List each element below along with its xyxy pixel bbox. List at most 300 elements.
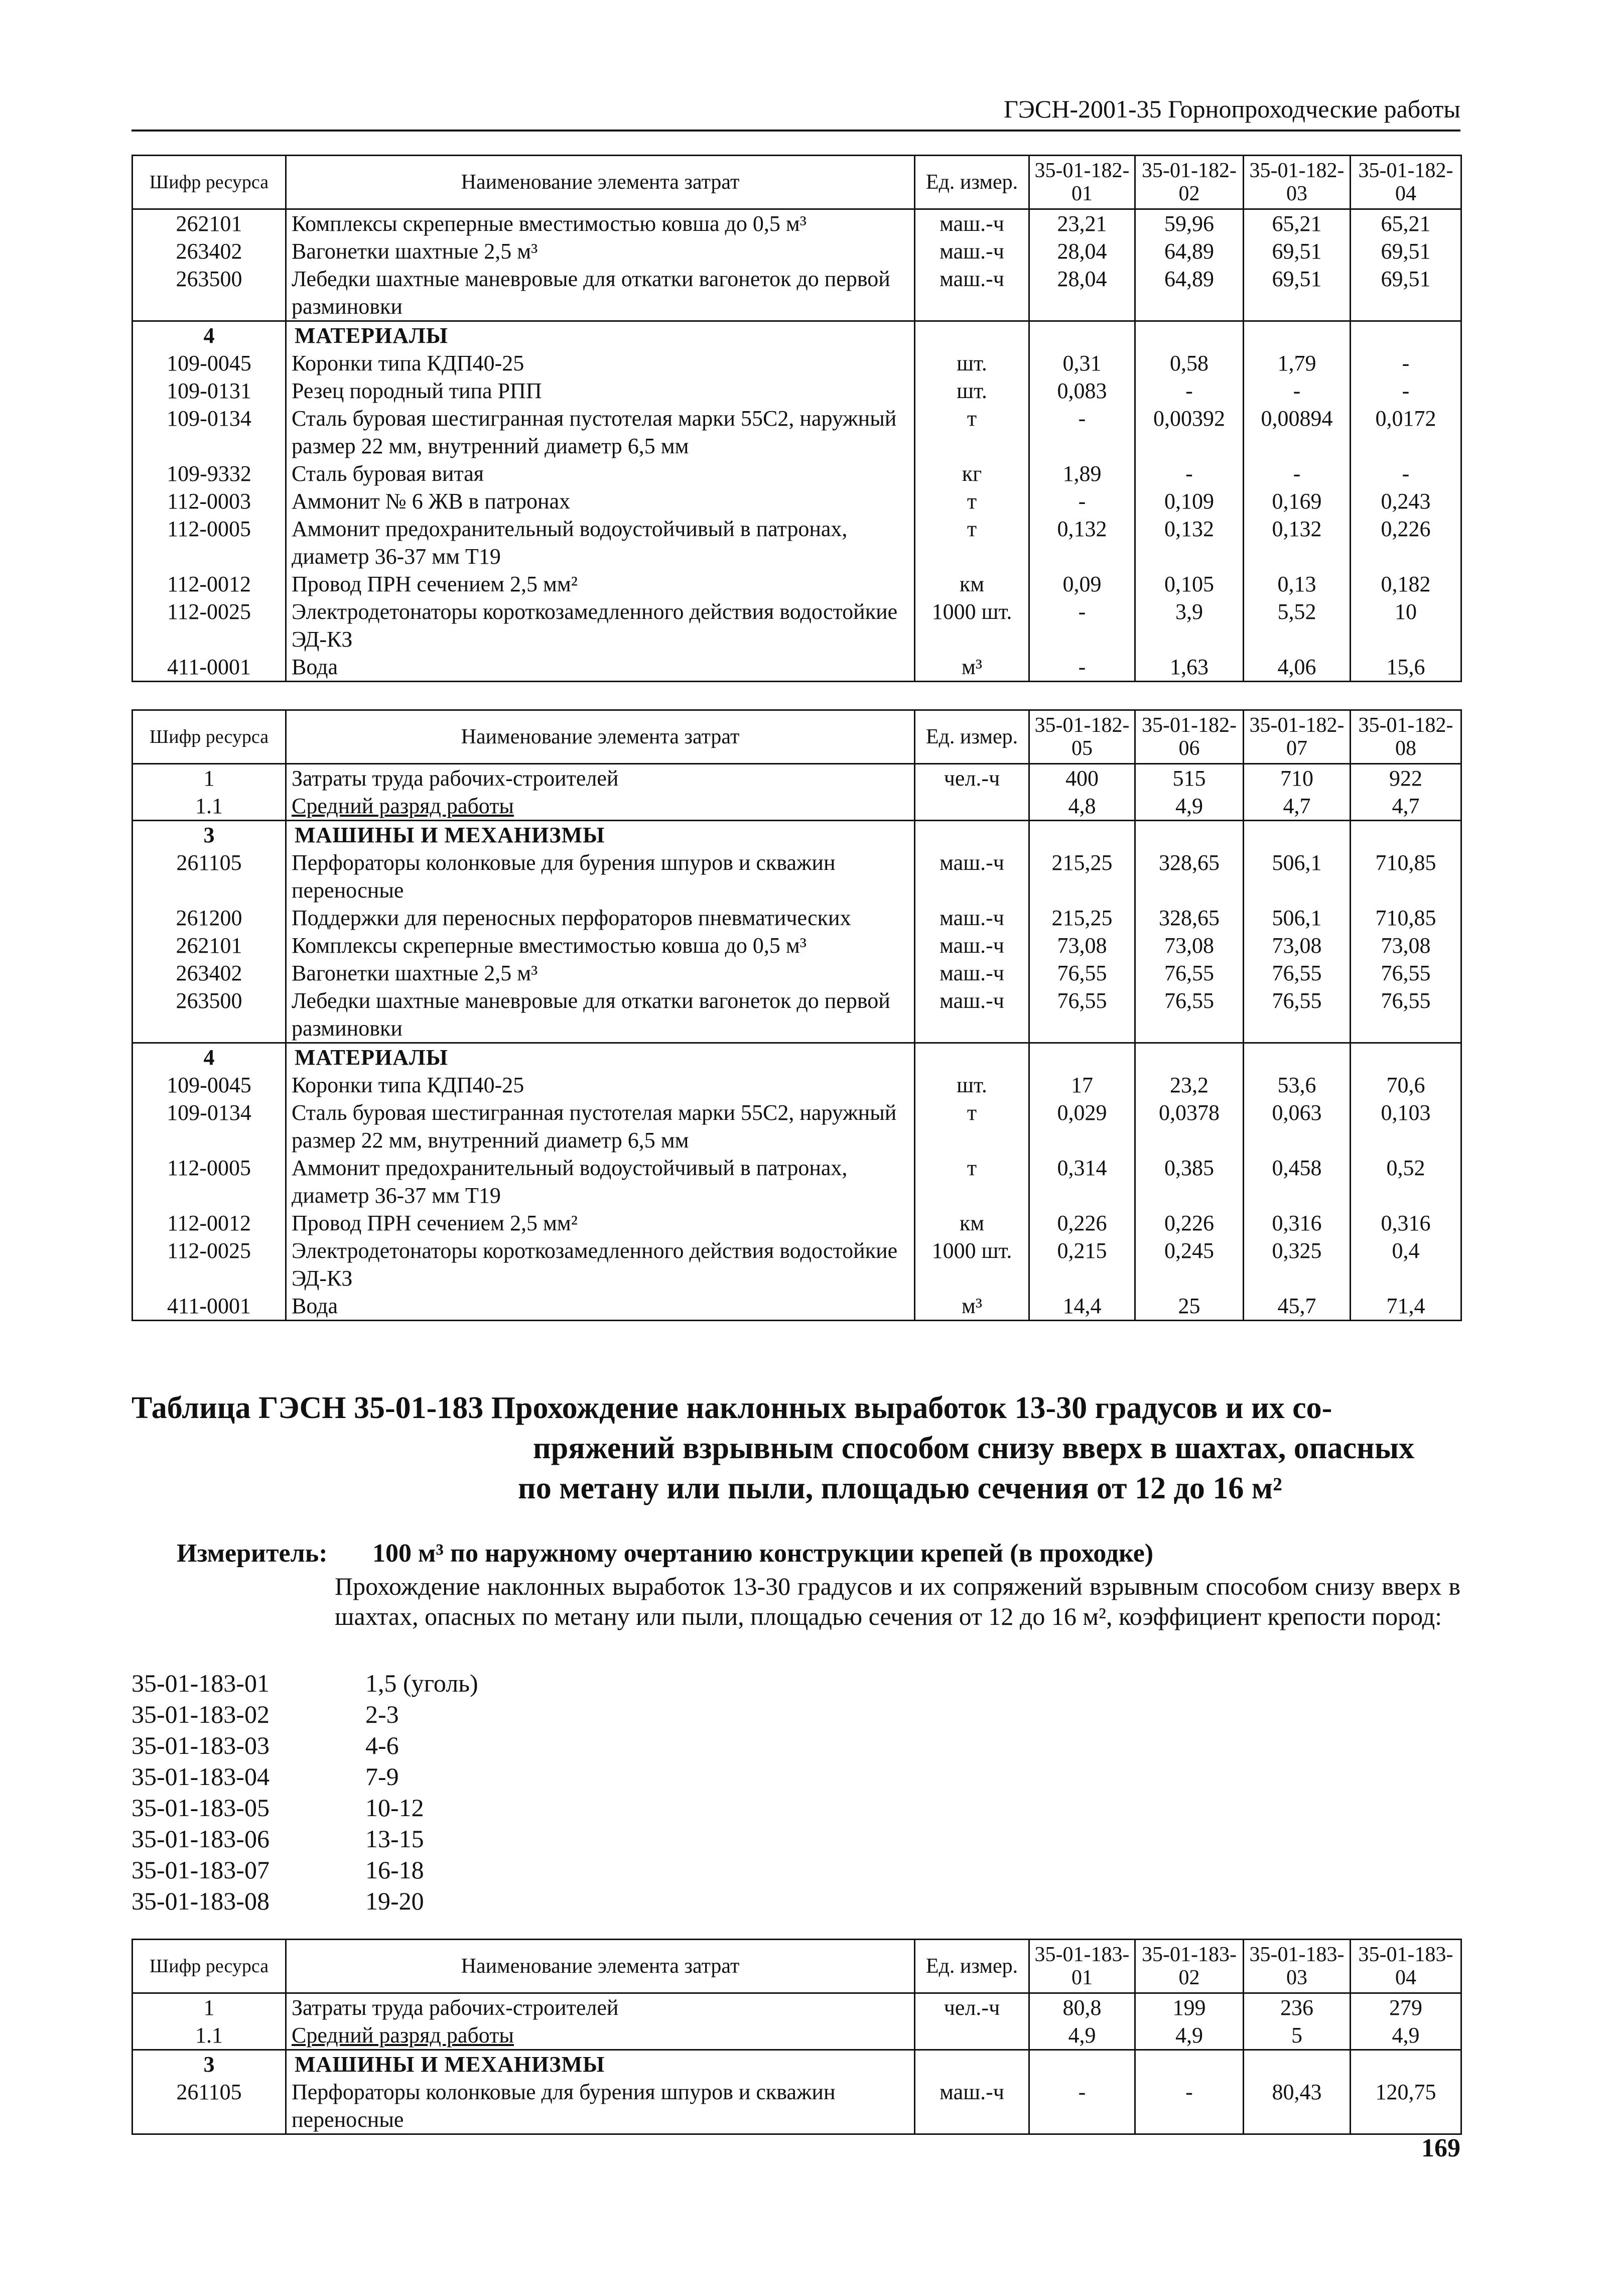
norm-value: 1,89	[1029, 460, 1135, 487]
norm-value: 28,04	[1029, 237, 1135, 265]
table-row	[132, 849, 1461, 904]
table-row	[132, 1099, 1461, 1154]
norm-value: 0,215	[1029, 1237, 1135, 1292]
norm-value: 73,08	[1029, 932, 1135, 959]
norm-code-list	[131, 1668, 478, 1917]
norm-value: 0,52	[1351, 1154, 1461, 1209]
table-header-row	[132, 156, 1461, 209]
norm-value: 4,8	[1029, 792, 1135, 821]
norm-value: 23,2	[1135, 1071, 1244, 1099]
norm-value	[1029, 821, 1135, 849]
norm-value: 328,65	[1135, 849, 1244, 904]
norm-value: 4,9	[1135, 792, 1244, 821]
norm-value: 76,55	[1351, 959, 1461, 987]
column-header-unit: Ед. измер.	[915, 710, 1029, 764]
norm-value: 0,109	[1135, 487, 1244, 515]
resource-name: Коронки типа КДП40-25	[286, 349, 915, 377]
norm-value: 199	[1135, 1993, 1244, 2022]
norm-value: 80,8	[1029, 1993, 1135, 2022]
resource-code: 112-0012	[132, 570, 286, 598]
norm-value: 0,13	[1244, 570, 1351, 598]
norm-value: 400	[1029, 764, 1135, 793]
table-row	[132, 987, 1461, 1043]
norm-code-row	[131, 1699, 478, 1730]
norm-value: -	[1351, 460, 1461, 487]
resource-name: Коронки типа КДП40-25	[286, 1071, 915, 1099]
table-row	[132, 570, 1461, 598]
unit-of-measure: маш.-ч	[915, 2078, 1029, 2134]
column-header-norm: 35-01-182-01	[1029, 156, 1135, 209]
resource-code: 109-0045	[132, 349, 286, 377]
table-row	[132, 405, 1461, 460]
norm-value: 120,75	[1351, 2078, 1461, 2134]
rock-hardness-coefficient: 16-18	[365, 1856, 424, 1884]
norm-code: 35-01-183-02	[131, 1700, 270, 1728]
norm-value: 65,21	[1351, 209, 1461, 238]
resource-code: 112-0025	[132, 1237, 286, 1292]
resource-code: 109-0045	[132, 1071, 286, 1099]
resource-code: 261105	[132, 2078, 286, 2134]
column-header-code: Шифр ресурса	[132, 710, 286, 764]
norm-value	[1351, 321, 1461, 350]
column-header-norm: 35-01-182-04	[1351, 156, 1461, 209]
unit-of-measure	[915, 792, 1029, 821]
resource-name: Затраты труда рабочих-строителей	[286, 1993, 915, 2022]
table-row	[132, 792, 1461, 821]
unit-of-measure: 1000 шт.	[915, 1237, 1029, 1292]
resource-name: Средний разряд работы	[286, 792, 915, 821]
norm-value: -	[1135, 460, 1244, 487]
table-body	[132, 209, 1461, 682]
norm-value: 0,09	[1029, 570, 1135, 598]
column-header-norm: 35-01-183-04	[1351, 1940, 1461, 1993]
unit-of-measure: маш.-ч	[915, 849, 1029, 904]
header-rule	[131, 130, 1460, 132]
resource-code: 3	[132, 2050, 286, 2079]
unit-of-measure: чел.-ч	[915, 764, 1029, 793]
norm-value: 5	[1244, 2021, 1351, 2050]
norm-value: 279	[1351, 1993, 1461, 2022]
table-title-line: пряжений взрывным способом снизу вверх в шахтах, опасных	[533, 1431, 1415, 1465]
resource-code: 109-0134	[132, 1099, 286, 1154]
section-heading: МАТЕРИАЛЫ	[286, 1043, 915, 1072]
resource-name: Электродетонаторы короткозамедленного действия водостойкие ЭД-КЗ	[286, 598, 915, 653]
unit-of-measure	[915, 2050, 1029, 2079]
resource-code: 3	[132, 821, 286, 849]
resource-name: Вода	[286, 1292, 915, 1321]
norm-value	[1135, 321, 1244, 350]
resource-name: Вагонетки шахтные 2,5 м³	[286, 959, 915, 987]
table-row	[132, 377, 1461, 405]
resource-name: Аммонит предохранительный водоустойчивый в патронах, диаметр 36-37 мм Т19	[286, 515, 915, 570]
table-section-row	[132, 2050, 1461, 2079]
resource-name: Вода	[286, 653, 915, 682]
table-title-line: Таблица ГЭСН 35-01-183 Прохождение наклонных выработок 13-30 градусов и их со-	[131, 1391, 1332, 1425]
norm-value: 23,21	[1029, 209, 1135, 238]
norm-value: 69,51	[1244, 265, 1351, 321]
unit-of-measure: м³	[915, 1292, 1029, 1321]
work-description: Прохождение наклонных выработок 13-30 градусов и их сопряжений взрывным способом снизу вверх в шахтах, опасных по метану или пыли, площадью сечения от 12 до 16 м², коэффициент крепости пород:	[335, 1572, 1460, 1630]
norm-value: 215,25	[1029, 849, 1135, 904]
norm-value: 76,55	[1135, 959, 1244, 987]
norm-value: 73,08	[1135, 932, 1244, 959]
norm-value: 4,9	[1029, 2021, 1135, 2050]
resource-code: 109-0134	[132, 405, 286, 460]
norm-value: -	[1351, 349, 1461, 377]
resource-code: 262101	[132, 209, 286, 238]
norm-value: -	[1135, 377, 1244, 405]
norm-value: 710	[1244, 764, 1351, 793]
norm-value: -	[1029, 653, 1135, 682]
unit-of-measure	[915, 1043, 1029, 1072]
norm-value	[1244, 1043, 1351, 1072]
norm-value: 45,7	[1244, 1292, 1351, 1321]
resource-name: Поддержки для переносных перфораторов пневматических	[286, 904, 915, 932]
unit-of-measure: маш.-ч	[915, 904, 1029, 932]
unit-of-measure: чел.-ч	[915, 1993, 1029, 2022]
norm-value: 25	[1135, 1292, 1244, 1321]
norm-value: -	[1244, 377, 1351, 405]
table-section-row	[132, 821, 1461, 849]
norm-value: 4,06	[1244, 653, 1351, 682]
column-header-code: Шифр ресурса	[132, 156, 286, 209]
norm-value: 76,55	[1135, 987, 1244, 1043]
norm-value: 4,9	[1135, 2021, 1244, 2050]
resource-code: 263402	[132, 237, 286, 265]
norm-value: 0,0172	[1351, 405, 1461, 460]
norm-value: 0,00894	[1244, 405, 1351, 460]
resource-name: Лебедки шахтные маневровые для откатки вагонеток до первой разминовки	[286, 265, 915, 321]
resource-code: 263500	[132, 265, 286, 321]
norm-value: 1,79	[1244, 349, 1351, 377]
table-row	[132, 265, 1461, 321]
rock-hardness-coefficient: 13-15	[365, 1825, 424, 1853]
section-heading: МАШИНЫ И МЕХАНИЗМЫ	[286, 821, 915, 849]
norm-value: 80,43	[1244, 2078, 1351, 2134]
norm-value: -	[1029, 598, 1135, 653]
resource-code: 112-0005	[132, 515, 286, 570]
norm-value: -	[1029, 2078, 1135, 2134]
resource-code: 411-0001	[132, 1292, 286, 1321]
table-row	[132, 764, 1461, 793]
unit-of-measure: т	[915, 515, 1029, 570]
norm-value: 17	[1029, 1071, 1135, 1099]
resource-code: 112-0025	[132, 598, 286, 653]
resource-name: Резец породный типа РПП	[286, 377, 915, 405]
resource-name: Вагонетки шахтные 2,5 м³	[286, 237, 915, 265]
norm-value: -	[1029, 405, 1135, 460]
norm-value: 0,316	[1351, 1209, 1461, 1237]
table-row	[132, 932, 1461, 959]
page-number: 169	[1421, 2134, 1460, 2162]
resource-name: Перфораторы колонковые для бурения шпуров и скважин переносные	[286, 2078, 915, 2134]
column-header-norm: 35-01-182-06	[1135, 710, 1244, 764]
column-header-norm: 35-01-182-03	[1244, 156, 1351, 209]
resource-code: 263402	[132, 959, 286, 987]
norm-value: 0,325	[1244, 1237, 1351, 1292]
norm-value: 15,6	[1351, 653, 1461, 682]
norm-value: 76,55	[1244, 987, 1351, 1043]
norm-value: 4,9	[1351, 2021, 1461, 2050]
norm-value	[1029, 1043, 1135, 1072]
table-row	[132, 1993, 1461, 2022]
table-body	[132, 764, 1461, 1321]
table-row	[132, 1071, 1461, 1099]
resource-name: Лебедки шахтные маневровые для откатки вагонеток до первой разминовки	[286, 987, 915, 1043]
norm-value: 0,103	[1351, 1099, 1461, 1154]
table-header-row	[132, 710, 1461, 764]
norm-value	[1135, 2050, 1244, 2079]
column-header-norm: 35-01-182-07	[1244, 710, 1351, 764]
unit-of-measure: маш.-ч	[915, 265, 1029, 321]
column-header-unit: Ед. измер.	[915, 156, 1029, 209]
resource-name: Сталь буровая шестигранная пустотелая марки 55С2, наружный размер 22 мм, внутренний диаметр 6,5 мм	[286, 405, 915, 460]
norm-value: 0,105	[1135, 570, 1244, 598]
norm-value: -	[1351, 377, 1461, 405]
norm-value	[1029, 321, 1135, 350]
unit-of-measure: т	[915, 405, 1029, 460]
table-header-row	[132, 1940, 1461, 1993]
norm-value: 59,96	[1135, 209, 1244, 238]
table-row	[132, 598, 1461, 653]
resource-name: Сталь буровая шестигранная пустотелая марки 55С2, наружный размер 22 мм, внутренний диаметр 6,5 мм	[286, 1099, 915, 1154]
norm-value: 71,4	[1351, 1292, 1461, 1321]
resource-code: 411-0001	[132, 653, 286, 682]
unit-of-measure: т	[915, 1154, 1029, 1209]
resource-name: Комплексы скреперные вместимостью ковша до 0,5 м³	[286, 209, 915, 238]
resource-name: Сталь буровая витая	[286, 460, 915, 487]
table-title-line: по метану или пыли, площадью сечения от 12 до 16 м²	[518, 1471, 1282, 1505]
norm-value	[1029, 2050, 1135, 2079]
norm-value: 236	[1244, 1993, 1351, 2022]
norm-value: 0,132	[1244, 515, 1351, 570]
norm-value: 73,08	[1351, 932, 1461, 959]
section-heading: МАТЕРИАЛЫ	[286, 321, 915, 350]
norm-value: 710,85	[1351, 904, 1461, 932]
column-header-norm: 35-01-182-08	[1351, 710, 1461, 764]
rock-hardness-coefficient: 4-6	[365, 1731, 399, 1759]
norm-value: 0,083	[1029, 377, 1135, 405]
norm-value: 69,51	[1244, 237, 1351, 265]
norm-value: 76,55	[1351, 987, 1461, 1043]
norm-code-row	[131, 1761, 478, 1792]
norm-value: 70,6	[1351, 1071, 1461, 1099]
measurement-unit	[177, 1539, 1153, 1568]
norm-value: 515	[1135, 764, 1244, 793]
measurement-value: 100 м³ по наружному очертанию конструкции крепей (в проходке)	[372, 1539, 1154, 1568]
column-header-norm: 35-01-183-03	[1244, 1940, 1351, 1993]
unit-of-measure: кг	[915, 460, 1029, 487]
norm-code-row	[131, 1792, 478, 1823]
norm-value: 5,52	[1244, 598, 1351, 653]
unit-of-measure: маш.-ч	[915, 932, 1029, 959]
norm-value: 0,31	[1029, 349, 1135, 377]
norm-value: 0,00392	[1135, 405, 1244, 460]
resource-table-182-01-04	[131, 155, 1462, 682]
resource-code: 263500	[132, 987, 286, 1043]
resource-name: Перфораторы колонковые для бурения шпуров и скважин переносные	[286, 849, 915, 904]
norm-value: 4,7	[1244, 792, 1351, 821]
column-header-name: Наименование элемента затрат	[286, 710, 915, 764]
column-header-norm: 35-01-183-01	[1029, 1940, 1135, 1993]
measurement-label: Измеритель:	[177, 1539, 328, 1568]
norm-code: 35-01-183-03	[131, 1731, 270, 1759]
column-header-unit: Ед. измер.	[915, 1940, 1029, 1993]
norm-code-row	[131, 1823, 478, 1854]
rock-hardness-coefficient: 7-9	[365, 1762, 399, 1791]
resource-table-183-01-04	[131, 1939, 1462, 2135]
norm-value: 328,65	[1135, 904, 1244, 932]
norm-code-row	[131, 1885, 478, 1917]
table-row	[132, 460, 1461, 487]
norm-value: 73,08	[1244, 932, 1351, 959]
unit-of-measure: км	[915, 570, 1029, 598]
norm-value: 710,85	[1351, 849, 1461, 904]
unit-of-measure: м³	[915, 653, 1029, 682]
norm-value: 10	[1351, 598, 1461, 653]
unit-of-measure	[915, 2021, 1029, 2050]
unit-of-measure: шт.	[915, 349, 1029, 377]
resource-code: 4	[132, 1043, 286, 1072]
norm-value	[1351, 2050, 1461, 2079]
table-row	[132, 515, 1461, 570]
norm-value: 0,4	[1351, 1237, 1461, 1292]
norm-code: 35-01-183-08	[131, 1887, 270, 1915]
resource-code: 261105	[132, 849, 286, 904]
norm-value: 1,63	[1135, 653, 1244, 682]
norm-code-row	[131, 1730, 478, 1761]
norm-value	[1244, 821, 1351, 849]
norm-value: 506,1	[1244, 849, 1351, 904]
table-row	[132, 2021, 1461, 2050]
resource-code: 262101	[132, 932, 286, 959]
table-section-row	[132, 1043, 1461, 1072]
resource-name: Провод ПРН сечением 2,5 мм²	[286, 1209, 915, 1237]
norm-value	[1135, 821, 1244, 849]
resource-name: Аммонит предохранительный водоустойчивый в патронах, диаметр 36-37 мм Т19	[286, 1154, 915, 1209]
rock-hardness-coefficient: 2-3	[365, 1700, 399, 1728]
norm-code: 35-01-183-06	[131, 1825, 270, 1853]
resource-code: 1.1	[132, 792, 286, 821]
norm-value: 76,55	[1029, 959, 1135, 987]
resource-code: 1.1	[132, 2021, 286, 2050]
resource-code: 112-0005	[132, 1154, 286, 1209]
rock-hardness-coefficient: 1,5 (уголь)	[365, 1669, 478, 1697]
column-header-code: Шифр ресурса	[132, 1940, 286, 1993]
norm-value: 14,4	[1029, 1292, 1135, 1321]
norm-value	[1351, 1043, 1461, 1072]
unit-of-measure	[915, 821, 1029, 849]
table-row	[132, 1237, 1461, 1292]
norm-value: 0,58	[1135, 349, 1244, 377]
rock-hardness-coefficient: 19-20	[365, 1887, 424, 1915]
table-row	[132, 209, 1461, 238]
norm-value: 922	[1351, 764, 1461, 793]
norm-value: 0,245	[1135, 1237, 1244, 1292]
norm-value: 0,316	[1244, 1209, 1351, 1237]
resource-table-182-05-08	[131, 709, 1462, 1321]
norm-value	[1135, 1043, 1244, 1072]
column-header-norm: 35-01-182-05	[1029, 710, 1135, 764]
norm-value: 64,89	[1135, 265, 1244, 321]
norm-value: 0,132	[1029, 515, 1135, 570]
norm-value: 0,029	[1029, 1099, 1135, 1154]
table-row	[132, 1292, 1461, 1321]
resource-code: 112-0003	[132, 487, 286, 515]
norm-value: -	[1029, 487, 1135, 515]
running-header: ГЭСН-2001-35 Горнопроходческие работы	[1004, 95, 1460, 123]
norm-value: 0,314	[1029, 1154, 1135, 1209]
unit-of-measure: маш.-ч	[915, 959, 1029, 987]
norm-value: -	[1135, 2078, 1244, 2134]
resource-name: Затраты труда рабочих-строителей	[286, 764, 915, 793]
norm-code-row	[131, 1668, 478, 1699]
norm-value: 69,51	[1351, 237, 1461, 265]
table-row	[132, 237, 1461, 265]
column-header-name: Наименование элемента затрат	[286, 156, 915, 209]
resource-code: 109-0131	[132, 377, 286, 405]
resource-name: Провод ПРН сечением 2,5 мм²	[286, 570, 915, 598]
table-row	[132, 1209, 1461, 1237]
unit-of-measure: 1000 шт.	[915, 598, 1029, 653]
norm-code: 35-01-183-07	[131, 1856, 270, 1884]
norm-value: 0,132	[1135, 515, 1244, 570]
norm-value: 69,51	[1351, 265, 1461, 321]
norm-value: 76,55	[1029, 987, 1135, 1043]
norm-value: 0,063	[1244, 1099, 1351, 1154]
norm-value: 3,9	[1135, 598, 1244, 653]
column-header-norm: 35-01-183-02	[1135, 1940, 1244, 1993]
unit-of-measure: шт.	[915, 1071, 1029, 1099]
unit-of-measure: маш.-ч	[915, 987, 1029, 1043]
column-header-norm: 35-01-182-02	[1135, 156, 1244, 209]
table-row	[132, 653, 1461, 682]
resource-name: Электродетонаторы короткозамедленного действия водостойкие ЭД-КЗ	[286, 1237, 915, 1292]
norm-value: 0,226	[1029, 1209, 1135, 1237]
table-row	[132, 1154, 1461, 1209]
table-section-row	[132, 321, 1461, 350]
resource-code: 109-9332	[132, 460, 286, 487]
column-header-name: Наименование элемента затрат	[286, 1940, 915, 1993]
unit-of-measure: маш.-ч	[915, 237, 1029, 265]
unit-of-measure: т	[915, 487, 1029, 515]
norm-value: 76,55	[1244, 959, 1351, 987]
norm-code: 35-01-183-04	[131, 1762, 270, 1791]
rock-hardness-coefficient: 10-12	[365, 1794, 424, 1822]
section-heading: МАШИНЫ И МЕХАНИЗМЫ	[286, 2050, 915, 2079]
unit-of-measure: км	[915, 1209, 1029, 1237]
resource-code: 1	[132, 764, 286, 793]
norm-code: 35-01-183-01	[131, 1669, 270, 1697]
norm-value: 0,243	[1351, 487, 1461, 515]
norm-value: 215,25	[1029, 904, 1135, 932]
resource-code: 4	[132, 321, 286, 350]
table-row	[132, 349, 1461, 377]
resource-code: 1	[132, 1993, 286, 2022]
table-body	[132, 1993, 1461, 2134]
norm-value: 0,182	[1351, 570, 1461, 598]
norm-value: 0,0378	[1135, 1099, 1244, 1154]
table-row	[132, 2078, 1461, 2134]
norm-value: 28,04	[1029, 265, 1135, 321]
norm-value: 53,6	[1244, 1071, 1351, 1099]
unit-of-measure: маш.-ч	[915, 209, 1029, 238]
norm-value: 0,385	[1135, 1154, 1244, 1209]
table-row	[132, 959, 1461, 987]
norm-value: 0,226	[1135, 1209, 1244, 1237]
norm-value: 0,458	[1244, 1154, 1351, 1209]
unit-of-measure	[915, 321, 1029, 350]
